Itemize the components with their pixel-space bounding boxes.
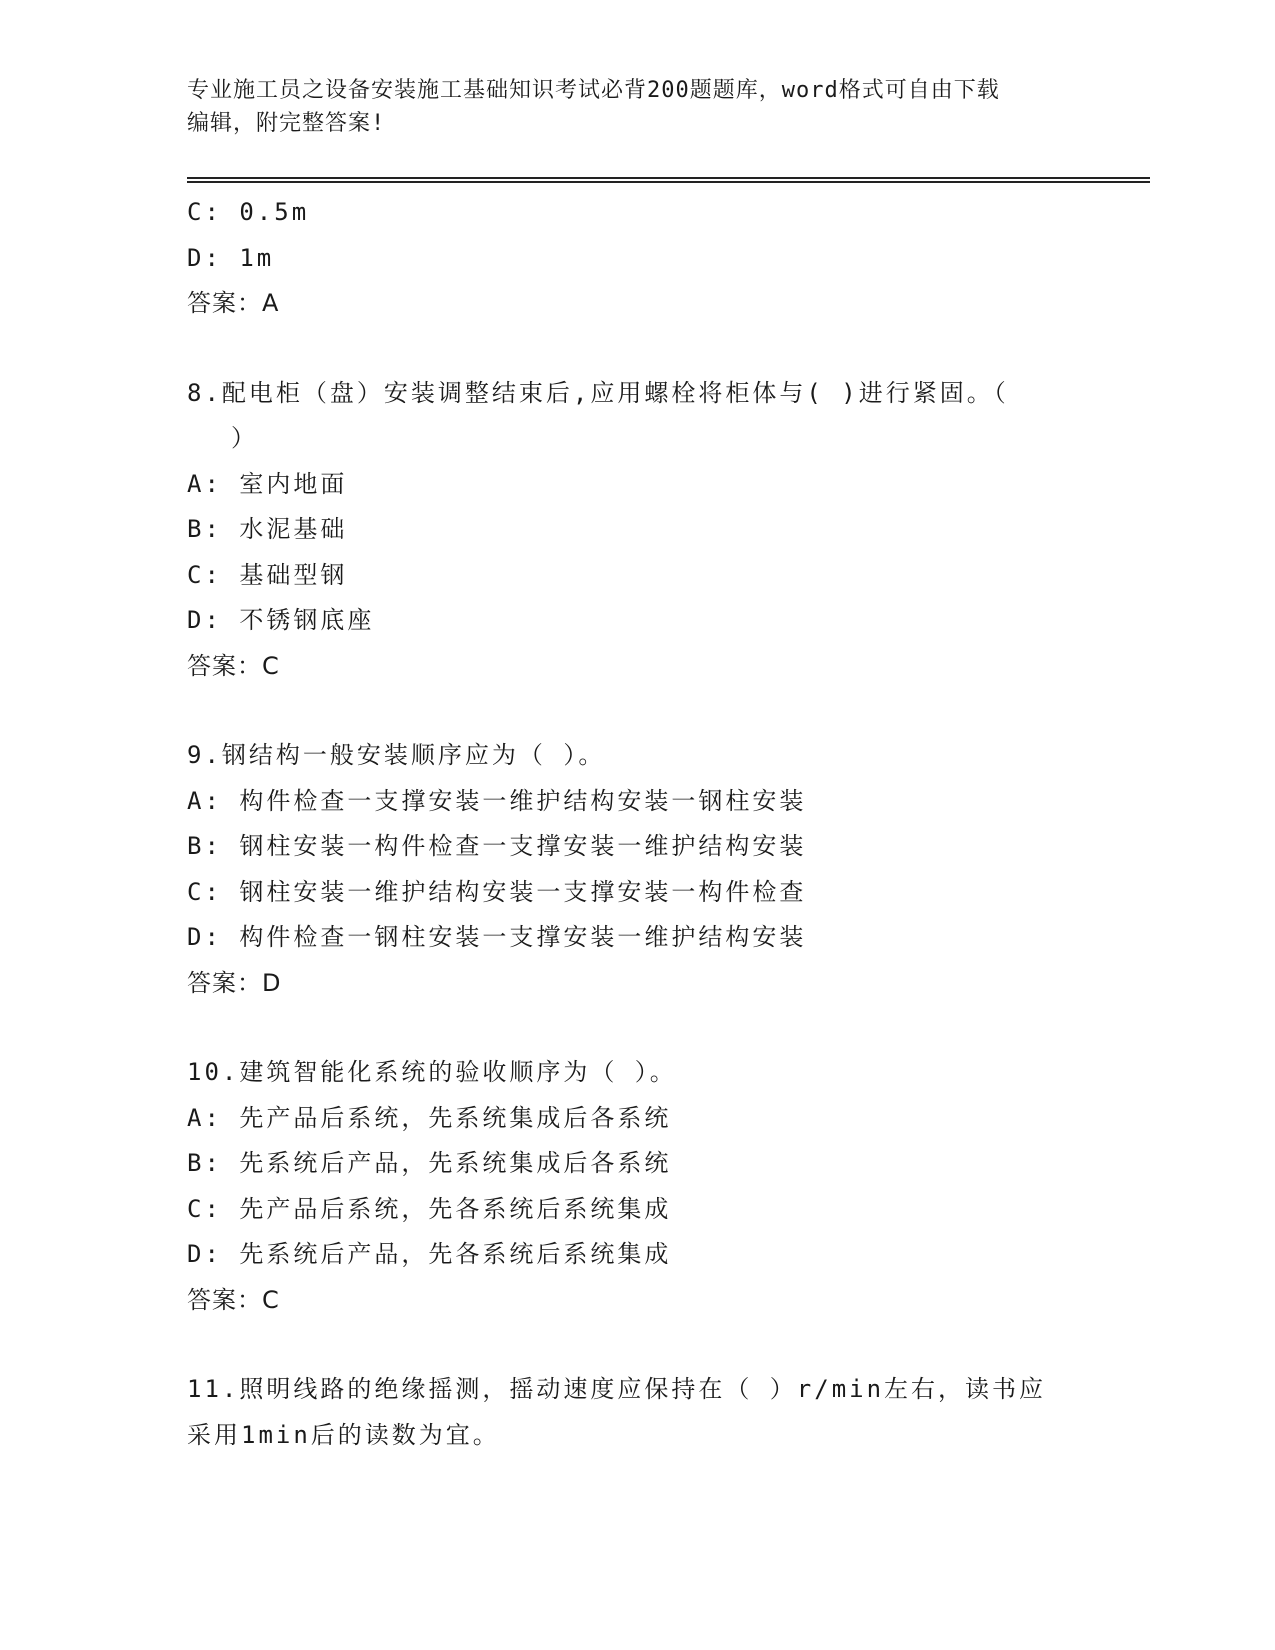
option-b: B: 先系统后产品，先系统集成后各系统 — [187, 1149, 672, 1177]
answer-line: 答案：C — [187, 651, 280, 680]
document-header — [187, 74, 1067, 140]
question-10 — [187, 1050, 1087, 1323]
spacer — [187, 689, 1087, 733]
question-7-tail — [187, 190, 1087, 327]
option-d: D: 构件检查一钢柱安装一支撑安装一维护结构安装 — [187, 923, 807, 951]
header-title-line-2: 编辑，附完整答案! — [187, 111, 386, 136]
question-9 — [187, 733, 1087, 1006]
question-text-continuation: 采用1min后的读数为宜。 — [187, 1420, 500, 1449]
option-a: A: 构件检查一支撑安装一维护结构安装一钢柱安装 — [187, 786, 807, 815]
answer-line: 答案：D — [187, 968, 282, 997]
answer-line: 答案：C — [187, 1285, 280, 1314]
option-a: A: 先产品后系统，先系统集成后各系统 — [187, 1103, 672, 1132]
question-text-continuation: ） — [231, 424, 258, 452]
option-c: C: 基础型钢 — [187, 560, 348, 589]
question-text: 8.配电柜（盘）安装调整结束后,应用螺栓将柜体与( )进行紧固。（ — [187, 378, 1009, 407]
spacer — [187, 1006, 1087, 1050]
spacer — [187, 1323, 1087, 1367]
header-rule-bottom — [187, 181, 1150, 183]
option-d: D: 1m — [187, 243, 275, 272]
question-text: 9.钢结构一般安装顺序应为（ ）。 — [187, 741, 606, 769]
option-c: C: 0.5m — [187, 198, 310, 226]
question-text: 10.建筑智能化系统的验收顺序为（ ）。 — [187, 1058, 677, 1086]
option-d: D: 不锈钢底座 — [187, 606, 375, 634]
option-a: A: 室内地面 — [187, 469, 348, 498]
option-b: B: 水泥基础 — [187, 515, 348, 543]
spacer — [187, 327, 1087, 371]
question-text: 11.照明线路的绝缘摇测，摇动速度应保持在（ ）r/min左右，读书应 — [187, 1375, 1047, 1403]
option-c: C: 先产品后系统，先各系统后系统集成 — [187, 1194, 672, 1223]
header-rule-top — [187, 177, 1150, 179]
header-title-line-1: 专业施工员之设备安装施工基础知识考试必背200题题库，word格式可自由下载 — [187, 78, 1000, 103]
option-d: D: 先系统后产品，先各系统后系统集成 — [187, 1240, 672, 1268]
question-8 — [187, 371, 1087, 690]
answer-line: 答案：A — [187, 289, 280, 317]
option-c: C: 钢柱安装一维护结构安装一支撑安装一构件检查 — [187, 877, 807, 906]
question-11 — [187, 1367, 1087, 1458]
question-list — [187, 190, 1087, 1458]
option-b: B: 钢柱安装一构件检查一支撑安装一维护结构安装 — [187, 832, 807, 860]
